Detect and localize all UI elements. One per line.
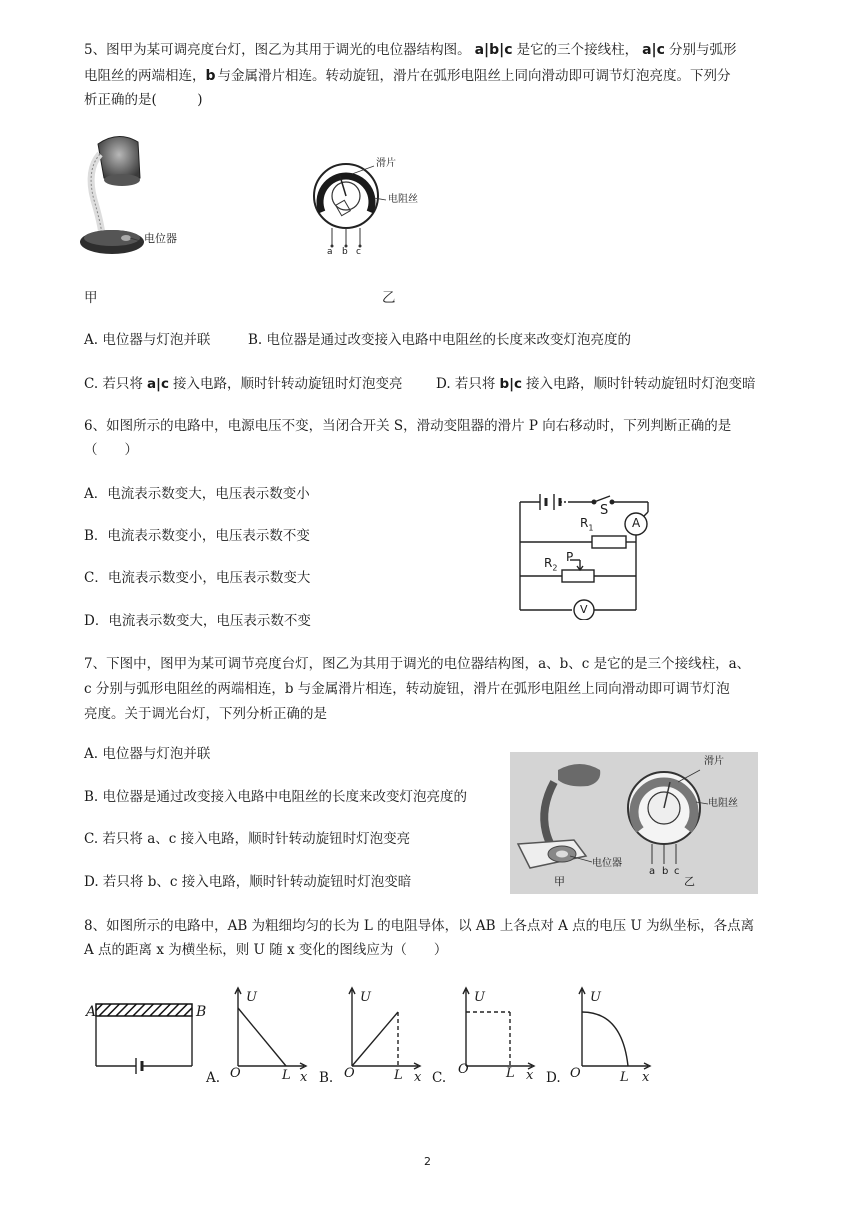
q7-terminal-c: c [674,866,680,877]
q6-option-b: B．电流表示数变小，电压表示数不变 [84,528,310,544]
q8-graph-c-x: x [526,1068,534,1083]
q7-terminal-a: a [649,866,656,877]
q8-graph-d-u: U [590,990,601,1005]
q7-terminal-b: b [662,866,669,877]
q5-option-c-pre: C. 若只将 [84,376,143,392]
q6-ammeter-label: A [632,516,641,530]
q8-graph-a [228,984,308,1074]
q5-terminal-b-label: b [342,247,348,257]
q6-slider-p-label: P [566,550,574,564]
q5-line1 [84,38,736,62]
q5-option-d-pre: D. 若只将 [436,376,496,392]
q5-slider-label: 滑片 [376,158,396,169]
q8-label-b: B [196,1004,207,1020]
q5-terminal-c-label: c [356,247,361,257]
q5-terminal-b: b [205,68,216,84]
q5-terminals-ac: a|c [642,42,665,58]
q5-resistance-wire-label: 电阻丝 [388,194,418,205]
q5-caption-yi: 乙 [382,290,396,306]
q7-line3: 亮度。关于调光台灯，下列分析正确的是 [84,706,327,722]
q5-line1-text: 5、图甲为某可调亮度台灯，图乙为其用于调光的电位器结构图。 [84,42,471,58]
q7-potentiometer-label: 电位器 [592,858,622,869]
q6-circuit-diagram [510,488,660,620]
q5-option-b: B. 电位器是通过改变接入电路中电阻丝的长度来改变灯泡亮度的 [248,332,632,348]
q8-graph-a-u: U [246,990,257,1005]
q5-line2b-text: 与金属滑片相连。转动旋钮，滑片在弧形电阻丝上同向滑动即可调节灯泡亮度。下列分 [217,68,731,84]
q7-option-b: B. 电位器是通过改变接入电路中电阻丝的长度来改变灯泡亮度的 [84,789,468,805]
q6-r2-letter: R [544,556,553,570]
q6-option-d: D．电流表示数变大，电压表示数不变 [84,613,311,629]
q7-caption-yi: 乙 [684,875,695,888]
q7-lamp-potentiometer-figure [510,752,758,894]
q8-graph-d [572,984,652,1074]
q8-graph-b-o: O [344,1066,355,1081]
q5-option-c-post: 接入电路，顺时针转动旋钮时灯泡变亮 [172,376,403,392]
q8-graph-b-l: L [394,1068,403,1083]
q8-graph-b-x: x [414,1070,422,1085]
q7-option-a: A. 电位器与灯泡并联 [84,746,211,762]
q8-graph-a-x: x [300,1070,308,1085]
q7-slider-label: 滑片 [704,756,724,767]
q5-option-d [436,372,756,396]
q5-option-c-terminals: a|c [146,376,169,392]
q5-terminal-a-label: a [327,247,333,257]
q5-lamp-figure [80,130,200,260]
q6-line1: 6、如图所示的电路中，电源电压不变，当闭合开关 S，滑动变阻器的滑片 P 向右移动时，下列判断正确的是 [84,418,732,434]
q6-r1-sub: 1 [588,523,594,533]
q8-choice-b: B. [319,1070,334,1086]
q8-choice-a: A. [206,1070,221,1086]
q8-ab-circuit [84,996,207,1076]
q8-line2: A 点的距离 x 为横坐标，则 U 随 x 变化的图线应为（ ） [84,942,448,958]
q7-line1: 7、下图中，图甲为某可调节亮度台灯，图乙为其用于调光的电位器结构图，a、b、c 是它的是三个接线柱，a、 [84,656,751,672]
page-number: 2 [424,1155,431,1168]
q8-graph-a-l: L [282,1068,291,1083]
q8-choice-d: D. [546,1070,561,1086]
q6-option-c: C．电流表示数变小，电压表示数变大 [84,570,311,586]
q6-switch-label: S [600,503,609,518]
q7-line2: c 分别与弧形电阻丝的两端相连，b 与金属滑片相连，转动旋钮，滑片在弧形电阻丝上同向滑动即可调节灯泡 [84,681,730,697]
q6-r2-label [544,556,557,575]
q6-r2-sub: 2 [552,563,558,573]
q5-line1c-text: 分别与弧形 [668,42,737,58]
q6-line2: （ ） [84,442,138,458]
q8-graph-d-x: x [642,1070,650,1085]
q6-option-a: A．电流表示数变大，电压表示数变小 [84,486,310,502]
q5-line2 [84,64,731,88]
q8-graph-c-l: L [506,1066,515,1081]
q8-graph-c-o: O [458,1062,469,1077]
q7-option-c: C. 若只将 a、c 接入电路，顺时针转动旋钮时灯泡变亮 [84,831,411,847]
q5-option-a: A. 电位器与灯泡并联 [84,332,211,348]
q5-option-d-terminals: b|c [499,376,523,392]
q8-line1: 8、如图所示的电路中，AB 为粗细均匀的长为 L 的电阻导体，以 AB 上各点对 A 点的电压 U 为纵坐标，各点离 [84,918,755,934]
q8-graph-b-u: U [360,990,371,1005]
q8-graph-a-o: O [230,1066,241,1081]
q5-caption-jia: 甲 [84,290,98,306]
q5-option-d-post: 接入电路，顺时针转动旋钮时灯泡变暗 [526,376,756,392]
q7-resistance-wire-label: 电阻丝 [708,798,738,809]
q5-terminals-abc: a|b|c [474,42,513,58]
q7-caption-jia: 甲 [554,875,565,888]
q6-r1-label [580,516,593,535]
q8-graph-d-l: L [620,1070,629,1085]
q5-line3: 析正确的是( ) [84,92,203,108]
q7-option-d: D. 若只将 b、c 接入电路，顺时针转动旋钮时灯泡变暗 [84,874,412,890]
q8-graph-d-o: O [570,1066,581,1081]
q6-voltmeter-label: V [580,603,588,616]
q8-graph-b [342,984,422,1074]
q5-lamp-label: 电位器 [144,232,177,245]
q5-line1b-text: 是它的三个接线柱， [516,42,639,58]
q6-r1-letter: R [580,516,589,530]
q8-graph-c-u: U [474,990,485,1005]
q8-label-a: A [86,1004,97,1020]
q7-figure-drawing [510,752,758,894]
q8-choice-c: C. [432,1070,447,1086]
q5-line2a-text: 电阻丝的两端相连， [84,68,206,84]
q5-option-c [84,372,402,396]
